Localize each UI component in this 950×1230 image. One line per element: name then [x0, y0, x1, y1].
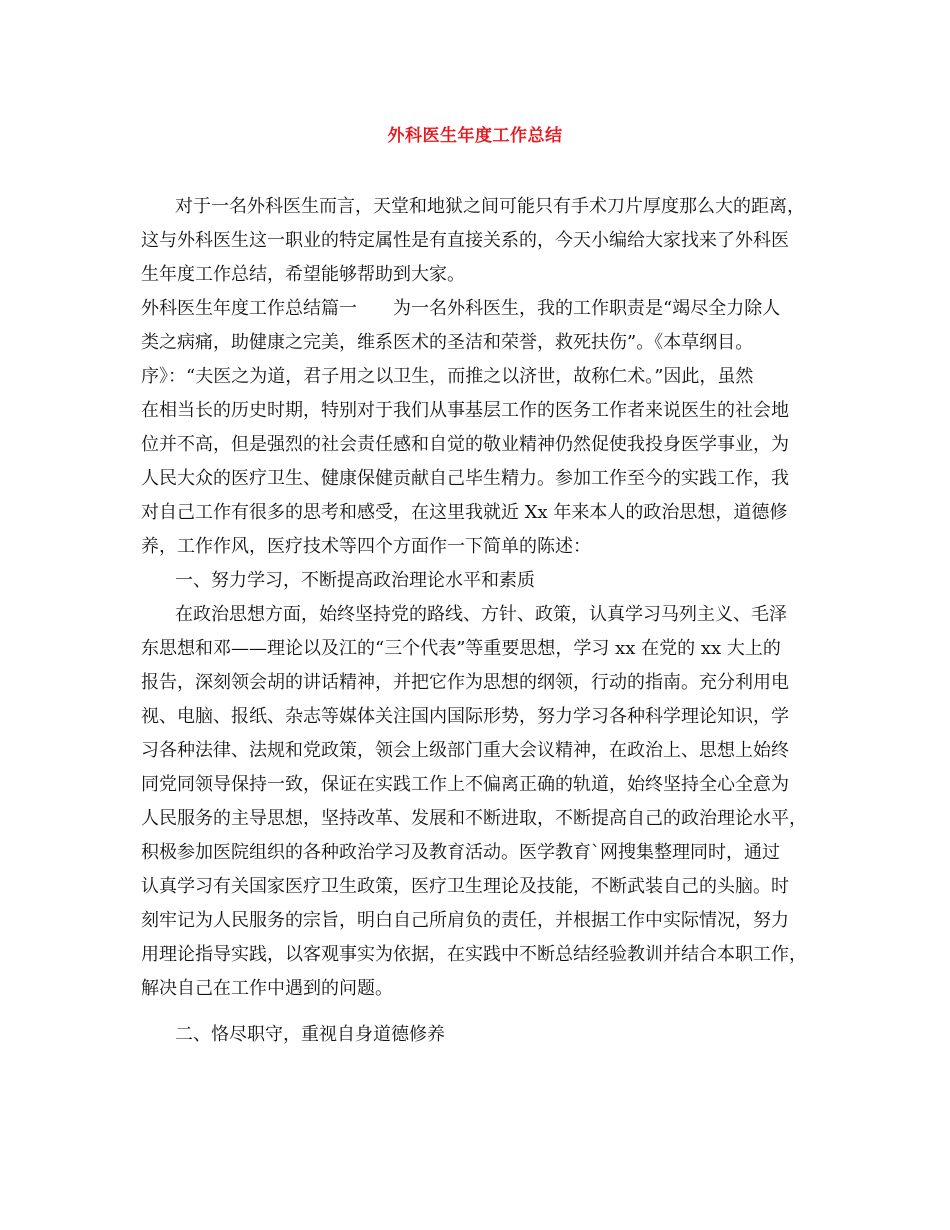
paragraph-line: 习各种法律、法规和党政策，领会上级部门重大会议精神，在政治上、思想上始终	[141, 740, 789, 761]
paragraph-line: 认真学习有关国家医疗卫生政策，医疗卫生理论及技能，不断武装自己的头脑。时	[141, 876, 789, 897]
section-heading: 二、恪尽职守，重视自身道德修养	[175, 1024, 445, 1045]
paragraph-line: 养，工作作风，医疗技术等四个方面作一下简单的陈述：	[141, 536, 591, 557]
paragraph-line: 人民服务的主导思想，坚持改革、发展和不断进取，不断提高自己的政治理论水平，	[141, 808, 807, 829]
paragraph-line: 对自己工作有很多的思考和感受，在这里我就近 Xx 年来本人的政治思想，道德修	[141, 502, 788, 523]
document-title: 外科医生年度工作总结	[387, 126, 563, 146]
paragraph-line: 生年度工作总结，希望能够帮助到大家。	[141, 264, 465, 285]
paragraph-line: 人民大众的医疗卫生、健康保健贡献自己毕生精力。参加工作至今的实践工作，我	[141, 468, 789, 489]
paragraph-line: 对于一名外科医生而言，天堂和地狱之间可能只有手术刀片厚度那么大的距离，	[175, 196, 805, 217]
paragraph-line: 视、电脑、报纸、杂志等媒体关注国内国际形势，努力学习各种科学理论知识，学	[141, 706, 789, 727]
paragraph-line: 在相当长的历史时期，特别对于我们从事基层工作的医务工作者来说医生的社会地	[141, 400, 789, 421]
paragraph-line: 报告，深刻领会胡的讲话精神，并把它作为思想的纲领，行动的指南。充分利用电	[141, 672, 789, 693]
paragraph-line: 刻牢记为人民服务的宗旨，明白自己所肩负的责任，并根据工作中实际情况，努力	[141, 910, 789, 931]
paragraph-line: 在政治思想方面，始终坚持党的路线、方针、政策，认真学习马列主义、毛泽	[175, 604, 787, 625]
paragraph-line: 同党同领导保持一致，保证在实践工作上不偏离正确的轨道，始终坚持全心全意为	[141, 774, 789, 795]
paragraph-line: 外科医生年度工作总结篇一 为一名外科医生，我的工作职责是“竭尽全力除人	[141, 298, 781, 319]
paragraph-line: 这与外科医生这一职业的特定属性是有直接关系的，今天小编给大家找来了外科医	[141, 230, 789, 251]
paragraph-line: 解决自己在工作中遇到的问题。	[141, 978, 393, 999]
paragraph-line: 积极参加医院组织的各种政治学习及教育活动。医学教育`网搜集整理同时，通过	[141, 842, 780, 863]
paragraph-line: 用理论指导实践，以客观事实为依据，在实践中不断总结经验教训并结合本职工作，	[141, 944, 807, 965]
section-heading: 一、努力学习，不断提高政治理论水平和素质	[175, 570, 535, 591]
paragraph-line: 位并不高，但是强烈的社会责任感和自觉的敬业精神仍然促使我投身医学事业，为	[141, 434, 789, 455]
paragraph-line: 类之病痛，助健康之完美，维系医术的圣洁和荣誉，救死扶伤”。《本草纲目。	[141, 332, 754, 353]
paragraph-line: 东思想和邓——理论以及江的“三个代表”等重要思想，学习 xx 在党的 xx 大上的	[141, 638, 781, 659]
paragraph-line: 序》：“夫医之为道，君子用之以卫生，而推之以济世，故称仁术。”因此，虽然	[141, 366, 754, 387]
